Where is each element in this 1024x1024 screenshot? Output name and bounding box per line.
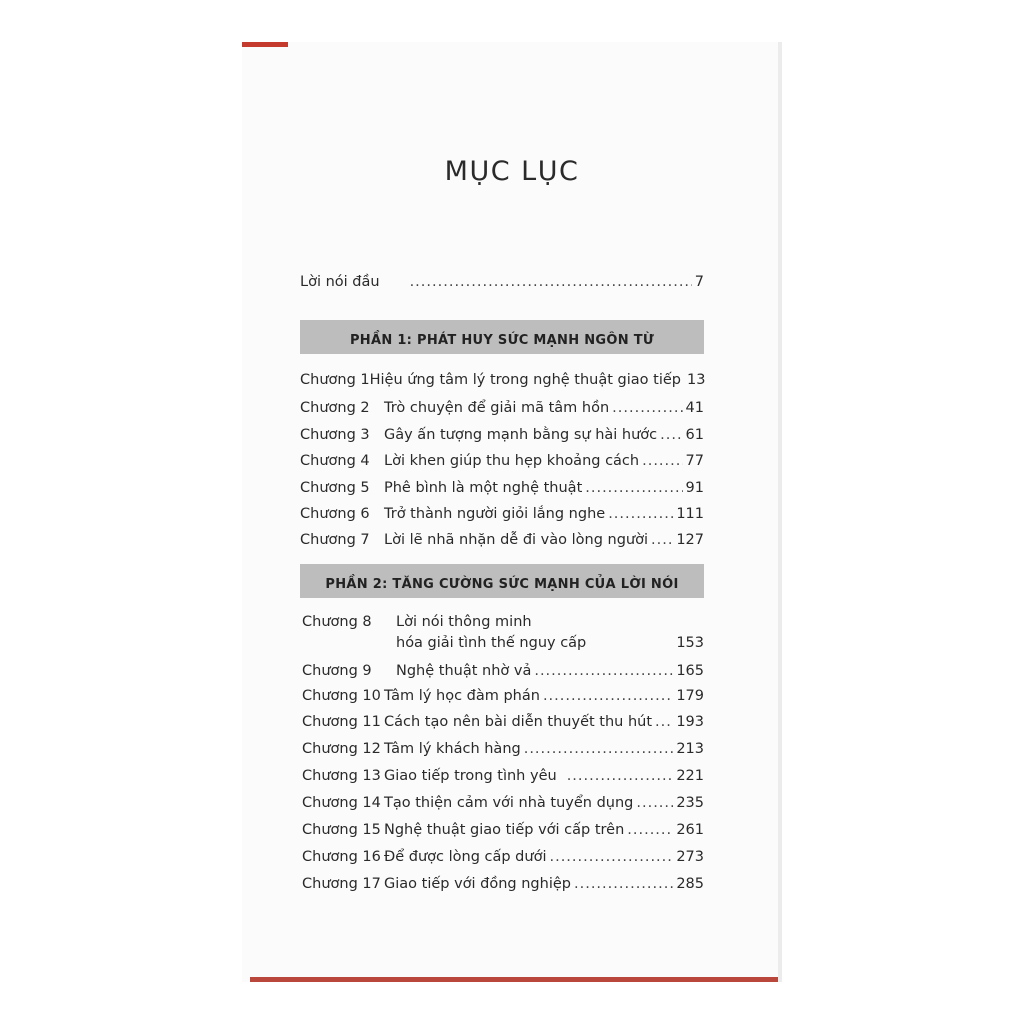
chapter-label: Chương 2	[300, 400, 370, 416]
toc-chapter-14	[302, 795, 704, 811]
part-heading-text: PHẦN 1: PHÁT HUY SỨC MẠNH NGÔN TỪ	[349, 332, 655, 348]
chapter-page: 235	[676, 795, 704, 811]
chapter-label: Chương 13	[302, 768, 381, 784]
chapter-page: 41	[685, 400, 704, 416]
chapter-page: 61	[685, 427, 704, 443]
chapter-title: Lời nói thông minh	[396, 614, 532, 630]
chapter-title: Trò chuyện để giải mã tâm hồn	[384, 400, 610, 416]
dot-leader	[651, 532, 673, 548]
chapter-title: Trở thành người giỏi lắng nghe	[384, 506, 606, 522]
chapter-title-line2: hóa giải tình thế nguy cấp	[396, 635, 587, 651]
part-heading-1	[300, 320, 704, 354]
toc-chapter-17	[302, 876, 704, 892]
toc-chapter-12	[302, 741, 704, 757]
dot-leader	[410, 274, 692, 290]
toc-chapter-6	[300, 506, 704, 522]
chapter-label: Chương 14	[302, 795, 381, 811]
dot-leader	[567, 768, 674, 784]
dot-leader	[543, 688, 673, 704]
chapter-title: Tâm lý khách hàng	[384, 741, 521, 757]
chapter-title: Tạo thiện cảm với nhà tuyển dụng	[384, 795, 634, 811]
chapter-label: Chương 7	[300, 532, 370, 548]
chapter-label: Chương 17	[302, 876, 381, 892]
dot-leader	[636, 795, 673, 811]
part-heading-2	[300, 564, 704, 598]
chapter-page: 127	[676, 532, 704, 548]
chapter-label: Chương 11	[302, 714, 381, 730]
chapter-title: Giao tiếp trong tình yêu	[384, 768, 557, 784]
toc-chapter-15	[302, 822, 704, 838]
toc-entry-title: Lời nói đầu	[300, 274, 380, 290]
toc-chapter-16	[302, 849, 704, 865]
chapter-label: Chương 1	[300, 372, 370, 388]
toc-preface	[300, 274, 704, 290]
chapter-label: Chương 15	[302, 822, 381, 838]
chapter-title: Phê bình là một nghệ thuật	[384, 480, 583, 496]
toc-chapter-7	[300, 532, 704, 548]
chapter-title: Cách tạo nên bài diễn thuyết thu hút	[384, 714, 653, 730]
cover-edge-top	[242, 42, 288, 47]
dot-leader	[549, 849, 673, 865]
chapter-label: Chương 5	[300, 480, 370, 496]
toc-chapter-8	[302, 614, 704, 630]
chapter-page: 13	[686, 372, 706, 388]
dot-leader	[627, 822, 673, 838]
part-heading-text: PHẦN 2: TĂNG CƯỜNG SỨC MẠNH CỦA LỜI NÓI	[325, 576, 679, 592]
toc-chapter-1	[300, 372, 704, 388]
dot-leader	[534, 663, 673, 679]
toc-chapter-11	[302, 714, 704, 730]
chapter-page: 273	[676, 849, 704, 865]
chapter-title: Gây ấn tượng mạnh bằng sự hài hước	[384, 427, 658, 443]
chapter-label: Chương 16	[302, 849, 381, 865]
toc-chapter-8-line2	[396, 635, 704, 651]
toc-chapter-5	[300, 480, 704, 496]
chapter-page: 91	[685, 480, 704, 496]
chapter-label: Chương 12	[302, 741, 381, 757]
toc-chapter-9	[302, 663, 704, 679]
dot-leader	[574, 876, 673, 892]
dot-leader	[642, 453, 682, 469]
cover-edge-bottom	[250, 977, 780, 982]
chapter-title: Nghệ thuật giao tiếp với cấp trên	[384, 822, 625, 838]
toc-chapter-13	[302, 768, 704, 784]
toc-chapter-2	[300, 400, 704, 416]
dot-leader	[585, 480, 682, 496]
chapter-label: Chương 9	[302, 663, 372, 679]
chapter-page: 193	[676, 714, 704, 730]
chapter-page: 213	[676, 741, 704, 757]
dot-leader	[612, 400, 682, 416]
dot-leader	[655, 714, 673, 730]
chapter-label: Chương 8	[302, 614, 372, 630]
toc-page-number: 7	[694, 274, 704, 290]
dot-leader	[608, 506, 673, 522]
chapter-page: 179	[676, 688, 704, 704]
toc-chapter-3	[300, 427, 704, 443]
chapter-title: Hiệu ứng tâm lý trong nghệ thuật giao tiếp	[369, 372, 681, 388]
chapter-page: 261	[676, 822, 704, 838]
chapter-title: Tâm lý học đàm phán	[384, 688, 540, 704]
chapter-page: 165	[676, 663, 704, 679]
chapter-title: Giao tiếp với đồng nghiệp	[384, 876, 571, 892]
chapter-title: Để được lòng cấp dưới	[384, 849, 547, 865]
toc-chapter-4	[300, 453, 704, 469]
chapter-title: Nghệ thuật nhờ vả	[396, 663, 532, 679]
dot-leader	[660, 427, 682, 443]
chapter-page: 221	[676, 768, 704, 784]
chapter-page: 111	[676, 506, 704, 522]
chapter-label: Chương 6	[300, 506, 370, 522]
chapter-label: Chương 3	[300, 427, 370, 443]
chapter-title: Lời khen giúp thu hẹp khoảng cách	[384, 453, 640, 469]
chapter-page: 77	[685, 453, 704, 469]
chapter-label: Chương 10	[302, 688, 381, 704]
page-title: MỤC LỤC	[444, 156, 580, 187]
chapter-page: 285	[676, 876, 704, 892]
toc-chapter-10	[302, 688, 704, 704]
chapter-label: Chương 4	[300, 453, 370, 469]
dot-leader	[524, 741, 674, 757]
chapter-page: 153	[676, 635, 704, 651]
chapter-title: Lời lẽ nhã nhặn dễ đi vào lòng người	[384, 532, 648, 548]
